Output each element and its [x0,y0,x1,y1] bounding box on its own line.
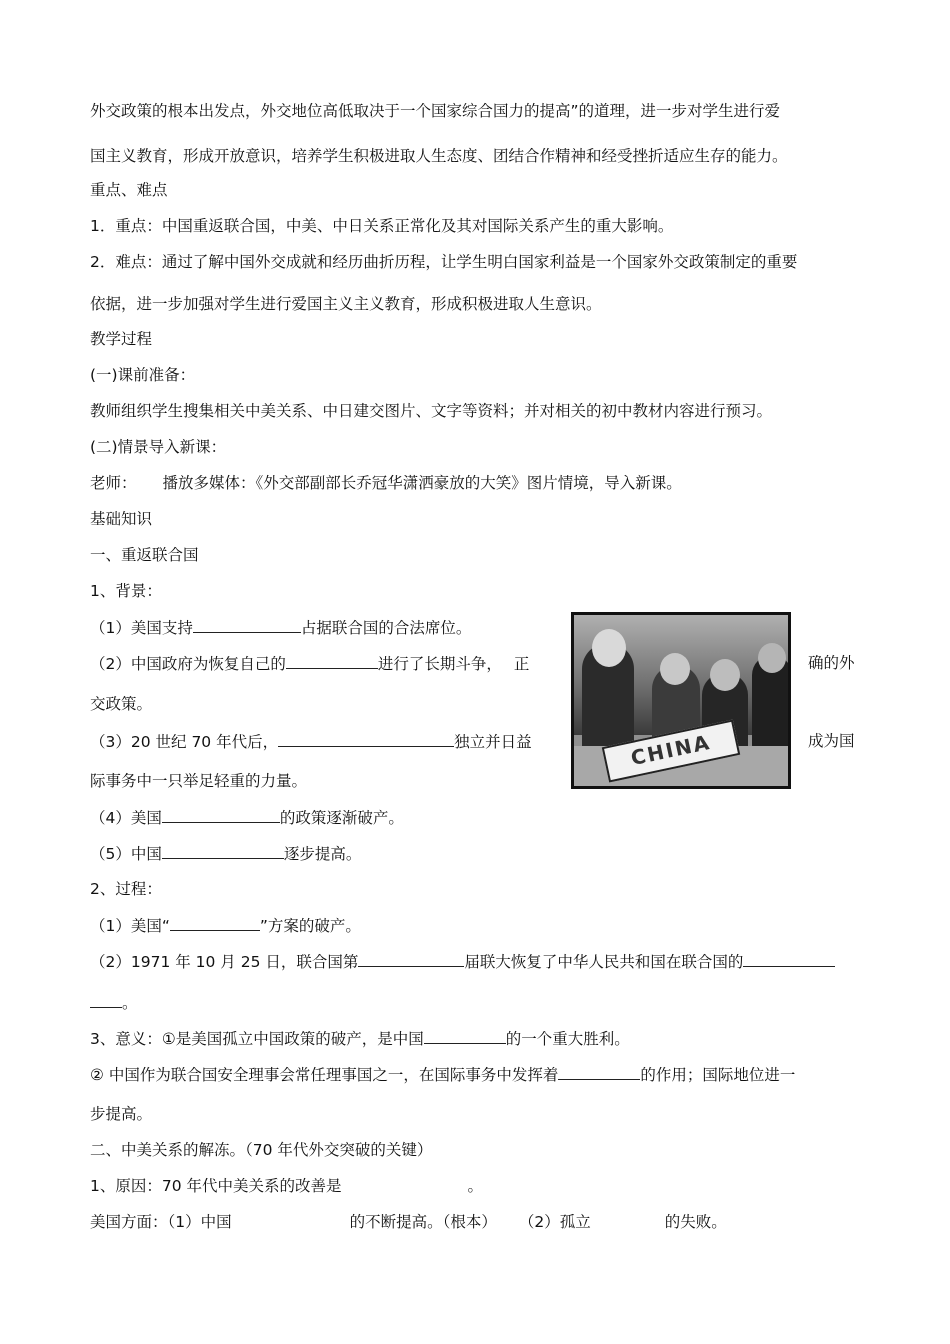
answer-blank [162,843,284,859]
speaker-label: 老师： [90,474,137,492]
subsection-heading: 1、背景： [90,582,162,600]
text-span: ”方案的破产。 [259,917,361,935]
section-heading: 一、重返联合国 [90,546,199,564]
subsection-heading: 2、过程： [90,880,162,898]
fill-blank-line [90,731,532,752]
fill-blank-line [90,617,471,638]
answer-blank [558,1064,640,1080]
text-span: 。 [467,1177,484,1195]
text-line: 确的外 [808,654,855,672]
fill-blank-line [90,951,835,972]
text-span: 美国方面：（1）中国 [90,1213,232,1231]
text-line [90,473,682,493]
answer-blank [162,807,280,823]
fill-blank-line [90,843,361,864]
text-line: 教师组织学生搜集相关中美关系、中日建交图片、文字等资料；并对相关的初中教材内容进行预习。 [90,402,773,420]
text-span: （5）中国 [90,845,162,863]
text-line: 成为国 [808,732,855,750]
text-span: （1）美国支持 [90,619,193,637]
text-line: 交政策。 [90,695,153,713]
subsection-heading: (二)情景导入新课： [90,438,227,456]
photo-figure-head [710,659,740,691]
text-span: 。 [122,994,138,1012]
text-span: （3）20 世纪 70 年代后， [90,733,279,751]
answer-blank [358,951,464,967]
subsection-heading: (一)课前准备： [90,366,196,384]
fill-blank-line [90,992,138,1013]
fill-blank-line [90,653,529,674]
text-span: （4）美国 [90,809,162,827]
text-span: 占据联合国的合法席位。 [300,619,472,637]
text-line [90,1176,483,1196]
text-span: 播放多媒体：《外交部副部长乔冠华潇洒豪放的大笑》图片情境，导入新课。 [162,474,682,492]
text-span: （2）孤立 [518,1213,591,1231]
photo-figure-head [592,629,626,667]
section-heading: 基础知识 [90,510,153,528]
fill-blank-line [90,1064,795,1085]
text-span: ② 中国作为联合国安全理事会常任理事国之一，在国际事务中发挥着 [90,1066,559,1084]
text-line: 1．重点：中国重返联合国，中美、中日关系正常化及其对国际关系产生的重大影响。 [90,217,674,235]
text-line [90,1212,727,1232]
text-span: （1）美国“ [90,917,170,935]
text-span: （2）1971 年 10 月 25 日，联合国第 [90,953,359,971]
fill-blank-line [90,1028,630,1049]
answer-blank [743,951,835,967]
historical-photo [571,612,791,789]
text-span: 的失败。 [664,1213,727,1231]
text-span: （2）中国政府为恢复自己的 [90,655,286,673]
fill-blank-line [90,807,404,828]
text-line: 外交政策的根本出发点，外交地位高低取决于一个国家综合国力的提高”的道理，进一步对学生进行爱 [90,102,781,120]
text-line: 依据，进一步加强对学生进行爱国主义主义教育，形成积极进取人生意识。 [90,295,602,313]
fill-blank-line [90,915,361,936]
text-span: 的政策逐渐破产。 [279,809,404,827]
text-span: 的不断提高。（根本） [349,1213,497,1231]
text-line: 步提高。 [90,1105,153,1123]
text-span: 逐步提高。 [283,845,362,863]
answer-blank [193,617,301,633]
answer-blank [170,915,260,931]
text-span: 届联大恢复了中华人民共和国在联合国的 [464,953,744,971]
text-span: 的一个重大胜利。 [505,1030,630,1048]
text-span: 的作用；国际地位进一 [640,1066,796,1084]
photo-figure-head [758,643,786,673]
text-span: 独立并日益 [454,733,532,751]
text-line: 国主义教育，形成开放意识，培养学生积极进取人生态度、团结合作精神和经受挫折适应生存的能力。 [90,147,788,165]
china-nameplate: CHINA [602,719,741,782]
answer-blank [286,653,378,669]
answer-blank [90,992,122,1008]
section-heading: 重点、难点 [90,181,168,199]
text-span: 3、意义：①是美国孤立中国政策的破产，是中国 [90,1030,424,1048]
answer-blank [424,1028,506,1044]
text-span: 1、原因：70 年代中美关系的改善是 [90,1177,342,1195]
answer-blank [278,731,454,747]
text-span: 正 [513,655,530,673]
photo-figure-head [660,653,690,685]
section-heading: 教学过程 [90,330,153,348]
section-heading: 二、中美关系的解冻。（70 年代外交突破的关键） [90,1141,433,1159]
text-line: 2．难点：通过了解中国外交成就和经历曲折历程，让学生明白国家利益是一个国家外交政策制定的重要 [90,253,798,271]
text-line: 际事务中一只举足轻重的力量。 [90,772,308,790]
text-span: 进行了长期斗争， [377,655,502,673]
